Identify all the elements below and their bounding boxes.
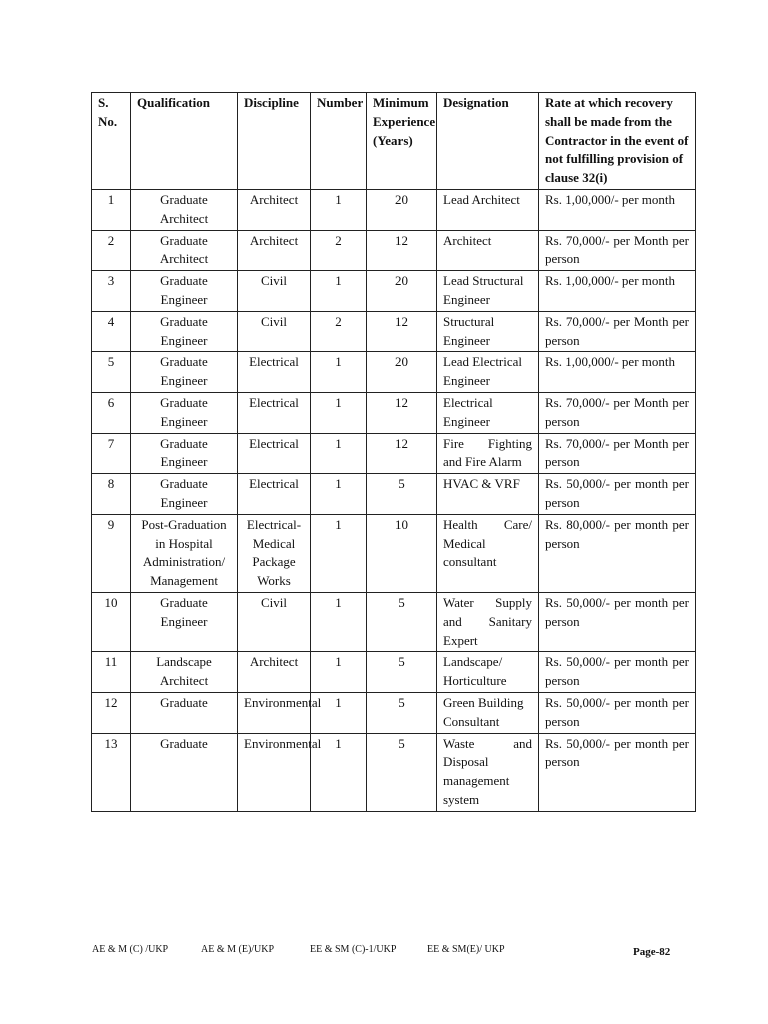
cell-qualification: Graduate Engineer — [131, 392, 238, 433]
cell-number: 1 — [311, 189, 367, 230]
cell-designation: Structural Engineer — [437, 311, 539, 352]
footer-code: AE & M (C) /UKP — [92, 944, 169, 955]
cell-discipline: Electrical — [238, 474, 311, 515]
cell-sno: 7 — [92, 433, 131, 474]
table-row — [92, 271, 696, 312]
cell-number: 1 — [311, 433, 367, 474]
cell-discipline: Electrical — [238, 433, 311, 474]
cell-rate: Rs. 70,000/- per Month per person — [539, 230, 696, 271]
cell-designation: Waste and Disposal management system — [437, 733, 539, 811]
cell-experience: 5 — [367, 733, 437, 811]
cell-sno: 1 — [92, 189, 131, 230]
cell-number: 1 — [311, 733, 367, 811]
cell-qualification: Post-Graduation in Hospital Administration/ Management — [131, 514, 238, 592]
cell-experience: 12 — [367, 311, 437, 352]
cell-qualification: Graduate Architect — [131, 230, 238, 271]
cell-sno: 9 — [92, 514, 131, 592]
cell-discipline: Architect — [238, 652, 311, 693]
cell-qualification: Graduate Engineer — [131, 311, 238, 352]
cell-number: 1 — [311, 652, 367, 693]
cell-designation: Electrical Engineer — [437, 392, 539, 433]
cell-rate: Rs. 1,00,000/- per month — [539, 352, 696, 393]
cell-designation: Health Care/ Medical consultant — [437, 514, 539, 592]
cell-rate: Rs. 1,00,000/- per month — [539, 189, 696, 230]
table-row — [92, 514, 696, 592]
cell-sno: 12 — [92, 692, 131, 733]
cell-discipline: Civil — [238, 592, 311, 651]
cell-qualification: Graduate Architect — [131, 189, 238, 230]
table-row — [92, 474, 696, 515]
cell-rate: Rs. 70,000/- per Month per person — [539, 311, 696, 352]
cell-discipline: Electrical-Medical Package Works — [238, 514, 311, 592]
cell-sno: 4 — [92, 311, 131, 352]
header-experience: Minimum Experience (Years) — [367, 93, 437, 190]
header-rate: Rate at which recovery shall be made from the Contractor in the event of not fulfilling provision of clause 32(i) — [539, 93, 696, 190]
cell-experience: 5 — [367, 592, 437, 651]
cell-experience: 12 — [367, 433, 437, 474]
cell-qualification: Graduate Engineer — [131, 474, 238, 515]
cell-discipline: Electrical — [238, 352, 311, 393]
header-designation: Designation — [437, 93, 539, 190]
table-row — [92, 311, 696, 352]
table-row — [92, 392, 696, 433]
cell-designation: Lead Electrical Engineer — [437, 352, 539, 393]
table-row — [92, 592, 696, 651]
cell-designation: Green Building Consultant — [437, 692, 539, 733]
cell-number: 2 — [311, 311, 367, 352]
cell-sno: 13 — [92, 733, 131, 811]
cell-rate: Rs. 80,000/- per month per person — [539, 514, 696, 592]
cell-experience: 5 — [367, 652, 437, 693]
cell-experience: 12 — [367, 230, 437, 271]
cell-number: 2 — [311, 230, 367, 271]
cell-discipline: Architect — [238, 230, 311, 271]
footer-code: EE & SM(E)/ UKP — [427, 944, 505, 955]
cell-experience: 20 — [367, 352, 437, 393]
cell-number: 1 — [311, 352, 367, 393]
cell-experience: 5 — [367, 474, 437, 515]
cell-rate: Rs. 50,000/- per month per person — [539, 733, 696, 811]
cell-sno: 6 — [92, 392, 131, 433]
table-row — [92, 652, 696, 693]
cell-sno: 11 — [92, 652, 131, 693]
page-number: Page-82 — [633, 946, 671, 958]
cell-rate: Rs. 50,000/- per month per person — [539, 592, 696, 651]
table-row — [92, 692, 696, 733]
footer-code: AE & M (E)/UKP — [201, 944, 275, 955]
cell-number: 1 — [311, 592, 367, 651]
cell-rate: Rs. 1,00,000/- per month — [539, 271, 696, 312]
cell-designation: Fire Fighting and Fire Alarm — [437, 433, 539, 474]
cell-designation: Lead Architect — [437, 189, 539, 230]
cell-number: 1 — [311, 692, 367, 733]
cell-number: 1 — [311, 271, 367, 312]
cell-sno: 3 — [92, 271, 131, 312]
cell-qualification: Graduate Engineer — [131, 433, 238, 474]
cell-experience: 5 — [367, 692, 437, 733]
cell-sno: 8 — [92, 474, 131, 515]
cell-experience: 12 — [367, 392, 437, 433]
cell-experience: 10 — [367, 514, 437, 592]
cell-discipline: Architect — [238, 189, 311, 230]
cell-discipline: Environmental — [238, 692, 311, 733]
cell-sno: 10 — [92, 592, 131, 651]
table-row — [92, 352, 696, 393]
cell-discipline: Electrical — [238, 392, 311, 433]
header-qualification: Qualification — [131, 93, 238, 190]
staff-requirement-table — [91, 92, 696, 812]
table-row — [92, 189, 696, 230]
cell-rate: Rs. 50,000/- per month per person — [539, 692, 696, 733]
cell-experience: 20 — [367, 189, 437, 230]
cell-qualification: Graduate — [131, 733, 238, 811]
cell-qualification: Graduate Engineer — [131, 271, 238, 312]
cell-qualification: Landscape Architect — [131, 652, 238, 693]
header-discipline: Discipline — [238, 93, 311, 190]
table-row — [92, 230, 696, 271]
cell-number: 1 — [311, 514, 367, 592]
cell-qualification: Graduate Engineer — [131, 352, 238, 393]
cell-designation: Water Supply and Sanitary Expert — [437, 592, 539, 651]
table-row — [92, 433, 696, 474]
header-number: Number — [311, 93, 367, 190]
cell-rate: Rs. 70,000/- per Month per person — [539, 392, 696, 433]
cell-designation: Architect — [437, 230, 539, 271]
table-header-row — [92, 93, 696, 190]
footer-code: EE & SM (C)-1/UKP — [310, 944, 397, 955]
cell-sno: 2 — [92, 230, 131, 271]
page-footer — [0, 944, 768, 964]
header-sno: S. No. — [92, 93, 131, 190]
cell-discipline: Civil — [238, 311, 311, 352]
cell-designation: HVAC & VRF — [437, 474, 539, 515]
cell-experience: 20 — [367, 271, 437, 312]
table-row — [92, 733, 696, 811]
cell-designation: Lead Structural Engineer — [437, 271, 539, 312]
cell-discipline: Environmental — [238, 733, 311, 811]
cell-qualification: Graduate — [131, 692, 238, 733]
cell-sno: 5 — [92, 352, 131, 393]
cell-rate: Rs. 50,000/- per month per person — [539, 474, 696, 515]
cell-number: 1 — [311, 474, 367, 515]
cell-qualification: Graduate Engineer — [131, 592, 238, 651]
cell-rate: Rs. 70,000/- per Month per person — [539, 433, 696, 474]
cell-discipline: Civil — [238, 271, 311, 312]
cell-number: 1 — [311, 392, 367, 433]
cell-designation: Landscape/ Horticulture — [437, 652, 539, 693]
cell-rate: Rs. 50,000/- per month per person — [539, 652, 696, 693]
